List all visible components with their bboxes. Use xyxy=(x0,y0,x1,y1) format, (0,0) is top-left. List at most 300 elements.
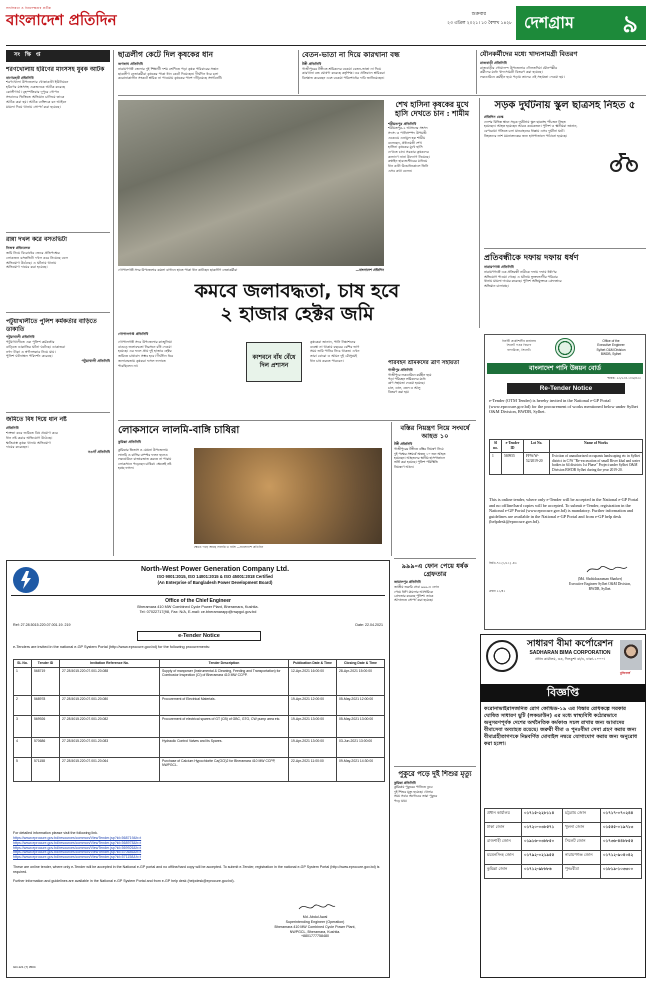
tender-link[interactable]: https://www.eprocure.gov.bd/resources/common/ViewTender.jsp?id=569926&h=t xyxy=(13,845,142,850)
zone-phone[interactable]: ০১৯১৬-০৩৮৮৫০ xyxy=(521,837,562,851)
table-cell: Hydraulic Control Valves and its Spares. xyxy=(160,737,289,757)
nwpgcl-iso: ISO 9001:2015, ISO 14001:2015 & ISO 45001:2018 Certified xyxy=(157,574,273,580)
bwdb-ref: স্মারক: ২৩/২৩৪-১৮৬/৪৩৩ xyxy=(607,376,641,380)
column-rule xyxy=(113,50,114,556)
brief-body xyxy=(6,335,110,364)
story-line: লোকসানে পড়েছেন চাষিরা। ক্ষেতেই নষ্ট xyxy=(118,461,172,466)
table-cell: 568719 xyxy=(32,667,60,695)
story-line: ভর্তি করা হয়েছে। পুলিশ পরিস্থিতি xyxy=(394,460,438,465)
column-rule xyxy=(298,50,299,94)
table-header: Tender ID xyxy=(32,660,60,668)
table-header-row xyxy=(490,440,643,453)
story-byline: কুমিল্লা প্রতিনিধি xyxy=(118,439,142,444)
zone-phone[interactable]: ০১৫৫৫-০১৯৭১৩ xyxy=(601,823,642,837)
table-cell: 03-Jun-2021 13:00:00 xyxy=(337,737,385,757)
story-line: বলেছেন, প্রধানমন্ত্রী শেখ xyxy=(388,140,422,145)
zone-name: ময়মনসিংহ জোন xyxy=(485,851,522,865)
column-rule xyxy=(476,50,477,94)
sbc-name-bn: সাধারণ বীমা কর্পোরেশন xyxy=(527,639,613,649)
story-byline: টঙ্গী প্রতিনিধি xyxy=(302,61,322,66)
story-line: ধান চাষ করতে পারবেন। xyxy=(310,358,344,363)
story-clash xyxy=(394,424,476,554)
story-line: নিয়ন্ত্রণে আনে। xyxy=(394,464,414,469)
tender-link[interactable]: https://www.eprocure.gov.bd/resources/common/ViewTender.jsp?id=568978&h=t xyxy=(13,840,142,845)
zone-phone[interactable]: ০১৭১৫-২২৮১১৪ xyxy=(521,809,562,823)
nwpgcl-signer-addr: NWPGCL, Bheramara, Kushtia. xyxy=(289,929,341,934)
story-line: সময় সবার অগোচরে তারা পুকুরে xyxy=(394,794,438,799)
signature xyxy=(297,901,337,913)
story-line: দেশের বিভিন্ন স্থানে সড়ক দুর্ঘটনায় স্কুল ছাত্রসহ পাঁচজন নিহত xyxy=(484,119,566,124)
zone-name: প্রধান কার্যালয় xyxy=(485,809,522,823)
zone-phone[interactable]: ০১৭১২-৯৮৮৮৬ xyxy=(521,865,562,879)
brief-line: শত্রুতা করে জমিতে বিষ প্রয়োগ করে xyxy=(6,430,58,435)
story-line: গাজীপুরে লকডাউনে কর্মহীন হয়ে xyxy=(388,372,432,377)
brief-line: প্রতিনিধি xyxy=(6,426,19,431)
story-999 xyxy=(394,562,476,762)
table-row xyxy=(485,823,642,837)
brief-byline: পটুয়াখালী প্রতিনিধি xyxy=(81,359,110,364)
story-accident xyxy=(484,100,646,245)
brief-line: অভিযোগ উঠেছে। এ ঘটনায় থানায় xyxy=(6,260,57,265)
table-cell: 27.28.5015.220.07.001.20.064 xyxy=(60,757,160,781)
brief-body xyxy=(6,76,110,110)
table-cell: 1 xyxy=(490,452,502,474)
story-byline: জামালপুর প্রতিনিধি xyxy=(394,580,421,585)
section-rule xyxy=(118,420,476,421)
story-byline: প্রতিদিন ডেস্ক xyxy=(484,115,504,119)
story-line: কুমিল্লার তিতাস ও মেঘনা উপজেলায় xyxy=(118,448,168,452)
table-header: Lot No. xyxy=(524,440,550,453)
nwpgcl-footer-1: These are online tender, where only e-Tender will be accepted in the National e-GP portal and no offline/hard copy will be accepted. To submit e-Tender, registration in the national e-GP System Portal (http://www.eprocure.gov.bd) is required. xyxy=(13,865,380,874)
story-byline: টঙ্গী প্রতিনিধি xyxy=(394,442,413,447)
story-line: দুই পক্ষের সংঘর্ষে অন্তত ১০ জন আহত xyxy=(394,451,446,456)
story-line: লকডাউনে বাজারজাত করতে না পারায় xyxy=(118,457,172,462)
table-cell: Supply of manpower (Instrumental & Cleaning, Feeding and Transportation) for Combustor Inspection (CI) of Bheramara 410 MW CCPP. xyxy=(160,667,289,695)
story-headline: ৯৯৯-এ ফোন পেয়ে ধর্ষক গ্রেফতার xyxy=(401,562,469,579)
story-line: আদালতে সোপর্দ করা হয়েছে। xyxy=(394,598,433,603)
bwdb-gd: জিডি-৭৩ (১/২১) -৪৩ xyxy=(489,561,517,565)
bwdb-intro: e-Tender (OTM Tender) is hereby invited in the National e-GP Portal (www.eprocure.gov.bd) for the procurement of works mentioned below under Sylhet O&M Division, BWDB, Sylhet. xyxy=(489,398,638,415)
sbc-contact-table xyxy=(484,808,642,879)
table-header: Sl no. xyxy=(490,440,502,453)
table-cell: 12-Apr-2021 16:00:00 xyxy=(289,667,337,695)
zone-phone[interactable]: ০১৭১২-৯০৪০৪২ xyxy=(601,851,642,865)
brief-line: জমি নিয়ে বিরোধের জেরে প্রতিপক্ষের xyxy=(6,250,60,255)
bwdb-code: গ্রন্থনা ২১/৪১ xyxy=(489,589,506,593)
table-cell: 05-May-2021 13:00:00 xyxy=(337,715,385,737)
brief-line: বাগেরহাট প্রতিনিধি xyxy=(6,75,34,80)
brief-line: পটুয়াখালী প্রতিনিধি xyxy=(6,335,35,339)
sbc-body: করোনাভাইরাসজনিত রোগ কোভিড-১৯ এর বিস্তার রোধকল্পে সরকার ঘোষিত সাধারণ ছুটি (লকডাউন) এর মধ্যে স্বাস্থ্যবিধি কঠোরভাবে অনুসরণপূর্বক দেশের অর্থনৈতিক কর্মকাণ্ড সচল রাখার জন্য আমাদের বীমাসেবা অব্যাহত রয়েছে। জরুরী বীমা ও পুনঃবীমা সেবা গ্রহণ করার জন্য বীমাগ্রহীতাগণকে নিম্নবর্ণিত মোবাইল নম্বরে যোগাযোগ করার জন্য অনুরোধ করা হলো। xyxy=(484,706,638,748)
bwdb-notice-title: Re-Tender Notice xyxy=(539,385,593,392)
story-line: বিতরণ করা হয়। xyxy=(388,390,410,395)
brief-item-3 xyxy=(6,318,110,404)
story-line: এসব কথা বলেন। xyxy=(388,168,413,173)
zone-name: কুমিল্লা জোন xyxy=(485,865,522,879)
table-cell: 19-Apr-2021 13:00:00 xyxy=(289,737,337,757)
zone-name: পুনঃবীমা xyxy=(562,865,600,879)
table-cell: 05-May-2021 12:00:00 xyxy=(337,695,385,715)
story-line: ব্যবস্থা না থাকায় বছরের বেশির ভাগ xyxy=(310,344,360,349)
sbc-address: প্রধান কার্যালয়, ৩৩, দিলকুশা বা/এ, ঢাকা-১০০০। xyxy=(535,656,605,661)
story-line: লকডাউনে কর্মহীন হয়ে পড়ায় তাদের এই সহায়তা দেওয়া হয়। xyxy=(480,75,565,80)
table-cell: 569955 xyxy=(502,452,524,474)
table-cell: 1 xyxy=(14,667,32,695)
brief-line: বাড়িতে ডাকাতির ঘটনা ঘটেছে। ডাকাতরা xyxy=(6,344,66,349)
story-line: কল্যাণে নানা উদ্যোগ নিয়েছে। xyxy=(388,154,430,159)
brief-line: কোস্টগার্ড। বৃহস্পতিবার দুপুরে গোপন xyxy=(6,90,59,95)
story-line: চাল, ডাল, তেল ও আলু xyxy=(388,385,421,390)
brief-item-2 xyxy=(6,236,110,286)
story-line: বিক্ষোভ করেছেন এবং বকেয়া পরিশোধের দাবি জানিয়েছেন। xyxy=(302,76,385,80)
nwpgcl-signer-title: Superintending Engineer (Operation) xyxy=(285,919,345,924)
table-cell: 27.28.5015.220.07.001.20.083 xyxy=(60,737,160,757)
bwdb-notice xyxy=(484,334,646,630)
zone-name: চট্টগ্রাম জোন xyxy=(562,809,600,823)
table-cell: 27.28.5015.220.07.001.20.088 xyxy=(60,667,160,695)
newspaper-logo xyxy=(6,6,156,40)
story-byline: শরীয়তপুর প্রতিনিধি xyxy=(388,121,417,126)
nwpgcl-gd: GD-121 (7) 3504 xyxy=(13,965,36,969)
bwdb-signer-org: BWDB, Sylhet. xyxy=(588,586,612,591)
section-title: দেশগ্রাম xyxy=(524,13,574,32)
story-headline: বেতন-ভাতা না দিয়ে কারখানা বন্ধ xyxy=(302,50,400,59)
table-header-row xyxy=(14,660,385,668)
bwdb-office-bn: সিলেট পওর বিভাগ xyxy=(506,343,532,348)
story-line: গ্রেফতার করেছে পুলিশ। তাকে xyxy=(394,593,434,598)
story-line: গোপালগঞ্জ সদর উপজেলার কাজুলিয়া xyxy=(118,340,172,344)
table-cell: Procurement of electrical spares of GT (CB) of GBC, GTG, CW pump area etc. xyxy=(160,715,289,737)
main-story-headline xyxy=(118,280,476,328)
sbc-notice-title: বিজ্ঞপ্তি xyxy=(547,686,579,699)
photo-caption xyxy=(118,268,384,275)
zone-name: ঢাকা জোন xyxy=(485,823,522,837)
story-protest xyxy=(484,252,646,332)
table-cell: 2 xyxy=(14,695,32,715)
story-headline: শেখ হাসিনা কৃষকের মুখে হাসি দেখতে চান : শামীম xyxy=(395,100,469,119)
story-line: দুই শিশুর মৃত্যু হয়েছে। খেলার xyxy=(394,789,433,794)
bwdb-office-en: Sylhet O&M Division xyxy=(596,347,626,352)
caption-credit: —বাংলাদেশ প্রতিদিন xyxy=(355,268,384,272)
caption-text: গোপালগঞ্জ সদর উপজেলার কমলা বাগানে হাতে পাকা ধান কাটছেন ছাত্রলীগ নেতাকর্মীরা xyxy=(118,268,238,272)
tender-link[interactable]: https://www.eprocure.gov.bd/resources/common/ViewTender.jsp?id=571158&h=t xyxy=(13,855,141,860)
story-byline: গোপালগঞ্জ প্রতিনিধি xyxy=(118,332,149,336)
table-cell: 19-Apr-2021 13:00:00 xyxy=(289,715,337,737)
story-line: গাজীপুরের টঙ্গীতে বস্তির নিয়ন্ত্রণ নিয়ে xyxy=(394,447,444,452)
story-headline: পরিবহন শ্রমিকদের ত্রাণ সহায়তা xyxy=(388,360,460,366)
brief-line: ধান নষ্ট করার অভিযোগ উঠেছে। xyxy=(6,435,53,440)
brief-line: দায়ের করেছেন। xyxy=(6,445,29,450)
issue-date: ২৩ এপ্রিল ২০২১। ১০ বৈশাখ ১৪২৮ xyxy=(447,21,512,26)
story-karim xyxy=(388,100,476,276)
story-line: অভিযান চালাচ্ছে। xyxy=(484,283,509,288)
table-row xyxy=(14,715,385,737)
table-cell: 569926 xyxy=(32,715,60,737)
story-food xyxy=(480,50,646,92)
story-line: পড়া পরিবহন শ্রমিকদের মধ্যে xyxy=(388,377,426,382)
brief-line: সংবাদের ভিত্তিতে অভিযান চালিয়ে তাকে xyxy=(6,94,65,99)
table-row xyxy=(14,667,385,695)
brief-headline: জমিতে বিষ দিয়ে ধান নষ্ট xyxy=(6,416,67,423)
story-paddy xyxy=(118,50,296,92)
melon-caption: ক্ষেতে পড়ে আছে লালমি ও বাঙ্গি —বাংলাদেশ প্রতিদিন xyxy=(194,545,264,549)
nwpgcl-footer-2: Further information and guidelines are available in the National e-GP System Portal and from e-GP help desk (helpdesk@eprocure.gov.bd). xyxy=(13,879,235,883)
story-headline: বস্তির নিয়ন্ত্রণ নিয়ে সংঘর্ষে আহত ১০ xyxy=(400,424,470,441)
nwpgcl-intro: e-Tenders are invited in the national e-GP System Portal (http://www.eprocure.gov.bd) for the following procurements: xyxy=(13,645,210,649)
table-cell: Procurement of Electrical Materials. xyxy=(160,695,289,715)
table-cell: 3 xyxy=(14,715,32,737)
brief-line: মামলা দিয়ে থানায় সোপর্দ করা হয়েছে। xyxy=(6,104,61,109)
brief-header xyxy=(6,50,110,62)
motorbike-icon xyxy=(610,150,638,172)
masthead xyxy=(6,6,646,44)
sbc-mujib-badge: মুজিববর্ষ xyxy=(620,671,631,675)
story-line: জমিতে চাষাবাদ সম্ভব হবে। দীর্ঘদিন ধরে xyxy=(118,354,174,359)
story-headline: পুকুরে পড়ে দুই শিশুর মৃত্যু xyxy=(398,770,472,778)
bwdb-signer-title: Executive Engineer Sylhet O&M Division, xyxy=(569,581,631,586)
story-line: পেয়ে ধর্ষণ মামলার আসামিকে xyxy=(394,589,433,594)
table-header: Tender Description xyxy=(160,660,289,668)
brief-byline: নওগাঁ প্রতিনিধি xyxy=(87,450,110,455)
portrait-photo xyxy=(620,640,642,670)
bwdb-office-en: Executive Engineer xyxy=(597,343,625,348)
story-line: গাজীপুরের টঙ্গীতে শ্রমিকদের বকেয়া বেতন-ভাতা না দিয়ে xyxy=(302,66,382,71)
story-line: লালমি ও বাঙ্গির বাম্পার ফলন হলেও xyxy=(118,452,168,457)
main-headline-line-1: কমবে জলাবদ্ধতা, চাষ হবে xyxy=(194,280,400,302)
nwpgcl-enterprise: (An Enterprise of Bangladesh Power Development Board) xyxy=(157,580,273,586)
table-row xyxy=(14,757,385,781)
brief-line: পটুয়াখালীতে এক পুলিশ কর্মকর্তার xyxy=(6,339,55,344)
zone-phone[interactable]: ০১৭১৭-০৭০২৪৪ xyxy=(601,809,642,823)
bwdb-office-bn: বাপাউবো, সিলেট। xyxy=(507,347,531,352)
table-row xyxy=(490,452,643,474)
story-worker xyxy=(388,360,476,418)
brief-headline: পটুয়াখালীতে পুলিশ কর্মকর্তার বাড়িতে ডাকাতি xyxy=(6,318,97,333)
logo-tagline: সাহসিকতা ও নিরপেক্ষতার প্রতীক xyxy=(6,6,52,10)
masthead-rule xyxy=(6,45,646,46)
story-headline: লোকসানে লালমি-বাঙ্গি চাষিরা xyxy=(118,425,240,436)
table-header: Invitation Reference No. xyxy=(60,660,160,668)
brief-header-label: সং ক্ষি প্ত xyxy=(14,52,42,58)
table-cell: 19-Apr-2021 12:00:00 xyxy=(289,695,337,715)
table-cell: 4 xyxy=(14,737,32,757)
page-number: ৯ xyxy=(622,10,638,38)
story-line: অভিযোগ পাওয়া গেছে। এ ঘটনায় ভুক্তভোগীর পরিবার xyxy=(484,274,558,279)
table-header: Publication Date & Time xyxy=(289,660,337,668)
story-headline: প্রতিবন্ধীকে দফায় দফায় ধর্ষণ xyxy=(484,252,579,262)
story-line: নিহতদের লাশ ময়নাতদন্তের জন্য হাসপাতালে পাঠানো হয়েছে। xyxy=(484,133,568,138)
melon-photo xyxy=(194,448,382,544)
main-story-col-left xyxy=(118,340,238,368)
brief-body xyxy=(6,246,110,270)
table-row xyxy=(485,837,642,851)
brief-body xyxy=(6,426,110,455)
bwdb-logo xyxy=(555,338,575,358)
nwpgcl-notice-title: e-Tender Notice xyxy=(178,633,220,639)
nwpgcl-signer: Md. Abdul Awal xyxy=(302,915,328,919)
story-headline: যৌনকর্মীদের মধ্যে খাদ্যসামগ্রী বিতরণ xyxy=(480,50,578,58)
story-line: রাজবাড়ীর গোয়ালন্দ উপজেলার দৌলতদিয়া যৌনপল্লীর xyxy=(480,65,558,70)
nwpgcl-tender-ad xyxy=(6,560,390,978)
story-line: একেএম এনামুল হক শামীম xyxy=(388,135,426,140)
story-line: কর্মীদের মধ্যে খাদ্যসামগ্রী বিতরণ করা হয়েছে। xyxy=(480,70,543,75)
main-story-subhead: কাশবনে বাঁধ বেঁধে দিল প্রশাসন xyxy=(252,354,296,369)
story-line: ধান কাটা উদ্বোধনকালে তিনি xyxy=(388,164,429,169)
story-line: জাতীয় জরুরি সেবা ৯৯৯-এ ফোন xyxy=(394,585,439,590)
story-line: পড়ে যায়। xyxy=(394,798,407,803)
zone-name: নারায়ণগঞ্জ জোন xyxy=(562,851,600,865)
brief-line: লোকজন বসতভিটা দখল করে নিয়েছে বলে xyxy=(6,255,68,260)
table-row xyxy=(485,865,642,879)
section-banner xyxy=(516,6,646,40)
zone-phone[interactable]: ০১৭৯২-০২১৯৫৫ xyxy=(521,851,562,865)
nwpgcl-logo xyxy=(13,567,39,593)
zone-name: রাজশাহী জোন xyxy=(485,837,522,851)
table-header: Closing Date & Time xyxy=(337,660,385,668)
sbc-name-en: SADHARAN BIMA CORPORATION xyxy=(529,650,611,657)
table-cell: FFW/W-52/2019-20 xyxy=(524,452,550,474)
column-rule xyxy=(479,98,480,328)
story-headline: সড়ক দুর্ঘটনায় স্কুল ছাত্রসহ নিহত ৫ xyxy=(494,100,636,111)
story-line: নারায়ণগঞ্জে এক প্রতিবন্ধী নারীকে দফায় দফায় ধর্ষণের xyxy=(484,269,557,274)
table-header: SL No. xyxy=(14,660,32,668)
bwdb-office-en: Office of the xyxy=(602,339,620,343)
table-cell: 28-Apr-2021 15:00:00 xyxy=(337,667,385,695)
table-cell: 568978 xyxy=(32,695,60,715)
story-line: হয়েছে। এর ফলে প্রায় দুই হাজার হেক্টর xyxy=(118,349,172,354)
brief-headline: শরণখোলায় হরিণের মাংসসহ যুবক আটক xyxy=(6,66,105,73)
bwdb-office-en: BWDB, Sylhet xyxy=(600,351,622,356)
table-cell: 570686 xyxy=(32,737,60,757)
table-row xyxy=(14,695,385,715)
tender-link[interactable]: https://www.eprocure.gov.bd/resources/common/ViewTender.jsp?id=568719&h=t xyxy=(13,835,142,840)
table-cell: 5 xyxy=(14,757,32,781)
story-line: থানায় মামলা দায়ের করেছে। পুলিশ অভিযুক্তকে গ্রেফতারে xyxy=(484,279,562,284)
nwpgcl-company: North-West Power Generation Company Ltd. xyxy=(140,566,290,573)
brief-item-4 xyxy=(6,416,110,556)
story-drown xyxy=(394,770,476,970)
story-salary xyxy=(302,50,474,92)
story-line: তারা বোরো ও আমন দুই মৌসুমেই xyxy=(310,354,358,359)
story-line: পারছিলেন না। xyxy=(118,363,139,368)
table-cell: 22-Apr-2021 11:00:00 xyxy=(289,757,337,781)
story-line: হয়েছেন। আহতদের স্থানীয় হাসপাতালে xyxy=(394,455,445,460)
zone-phone[interactable]: ০১৮১৯-১০৩৩০০ xyxy=(601,865,642,879)
story-headline: ছাত্রলীগ কেটে দিল কৃষকের ধান xyxy=(118,50,214,59)
story-line: হচ্ছে ফসল। xyxy=(118,466,134,471)
brief-line: হরিণের মাংসসহ একজনকে আটক করেছে xyxy=(6,85,66,90)
brief-headline: রান্না দখল করে বসতভিটা xyxy=(6,236,67,243)
story-litchi xyxy=(118,424,388,554)
nwpgcl-ref: Ref: 27.28.5015.220.07.001.19. 219 xyxy=(13,623,71,627)
main-headline-line-2: ২ হাজার হেক্টর জমি xyxy=(220,303,374,325)
bwdb-tender-table xyxy=(489,439,643,475)
brief-divider xyxy=(6,412,110,413)
table-cell: 27.28.5015.220.07.001.20.080 xyxy=(60,695,160,715)
story-line: হয়েছেন। আহত হয়েছেন আরও কয়েকজন। পুলিশ ও স্থানীয়রা জানান, xyxy=(484,124,578,129)
section-rule xyxy=(394,558,476,559)
story-line: বেপরোয়া গতিতে চলা যানবাহনের ধাক্কায় এসব দুর্ঘটনা ঘটে। xyxy=(484,129,565,134)
brief-divider xyxy=(6,312,110,313)
story-line: বাওড়ে জলাবদ্ধতা নিরসনে বাঁধ দেওয়া xyxy=(118,344,172,349)
story-byline: নারায়ণগঞ্জ প্রতিনিধি xyxy=(484,265,514,270)
table-cell: 09-May-2021 14:30:00 xyxy=(337,757,385,781)
table-cell: Eviction of unauthorized occupants landscaping etc in Sylhet district in C/W "Re-excavation of small River khal and water bodies in 64 districts 1st Phase" Project under Sylhet O&M Division BWDB Sylhet during the year 2019-20. xyxy=(550,452,643,474)
brief-line: নিজস্ব প্রতিবেদক xyxy=(6,246,31,251)
story-line: জলাবদ্ধতায় কৃষকরা ফসল ফলাতে xyxy=(118,358,166,363)
story-line: করোনাকালীন সংকটে শ্রমিক না পাওয়ায় কৃষকের পাশে দাঁড়িয়েছে সংগঠনটি। xyxy=(118,76,223,81)
story-line: নারায়ণগঞ্জ জেলার দুই শিক্ষার্থী দশম শ্রেণিতে পড়া কৃষক পরিবারের সন্তান xyxy=(118,66,219,71)
table-row xyxy=(14,737,385,757)
bwdb-office-bn: নির্বাহী প্রকৌশলীর কার্যালয় xyxy=(501,339,537,343)
story-line: কম্বাইন হারভেস্টারের মাধ্যমে xyxy=(388,159,428,164)
story-line: সদস্য ও পানিসম্পদ উপমন্ত্রী xyxy=(388,131,427,136)
brief-item-1 xyxy=(6,66,110,146)
story-byline: জগন্নাথ প্রতিনিধি xyxy=(118,62,143,67)
section-rule xyxy=(484,248,646,249)
harvest-photo xyxy=(118,100,384,266)
column-rule xyxy=(391,422,392,556)
bwdb-board-name: বাংলাদেশ পানি উন্নয়ন বোর্ড xyxy=(529,364,601,372)
story-line: ছাত্রলীগ নেতাকর্মীরা কৃষকের পাকা ধান কেটে দিয়েছেন। দীর্ঘদিন ধরে চলা xyxy=(118,71,219,76)
brief-line: অভিযোগ দায়ের করা হয়েছে। xyxy=(6,265,48,270)
story-line: হাসিনা কৃষকের মুখে হাসি xyxy=(388,145,423,150)
table-cell: 571158 xyxy=(32,757,60,781)
brief-line: শরণখোলা উপজেলার খোন্তাকাটা ইউনিয়নে xyxy=(6,80,69,85)
nwpgcl-date: Date: 22.04.2021 xyxy=(355,623,383,627)
bwdb-signer: (Md. Shohiduzzaman Sharker) xyxy=(577,577,623,581)
signature xyxy=(585,563,629,575)
table-row xyxy=(485,809,642,823)
zone-phone[interactable]: ০১৭৩৬-৪৪৮৮৫৫ xyxy=(601,837,642,851)
main-story-subhead-box xyxy=(246,342,302,382)
story-line: কারখানা বন্ধ ঘোষণা করেছে কর্তৃপক্ষ। এর প্রতিবাদে শ্রমিকরা xyxy=(302,71,385,76)
story-byline: রাজবাড়ী প্রতিনিধি xyxy=(480,60,507,65)
issue-day: শুক্রবার xyxy=(471,12,486,17)
nwpgcl-signer-org: Bheramara 410 MW Combined Cycle Power Plant, xyxy=(274,924,356,929)
brief-line: নগদ টাকা ও স্বর্ণালংকার নিয়ে যায়। xyxy=(6,349,56,354)
story-line: ত্রাণ সহায়তা দেওয়া হয়েছে। xyxy=(388,381,425,386)
zone-name: খুলনা জোন xyxy=(562,823,600,837)
table-cell: 27.28.5015.220.07.001.20.082 xyxy=(60,715,160,737)
story-line: সময় জমি পানির নিচে থাকত। এখন xyxy=(310,349,360,354)
nwpgcl-office: Office of the Chief Engineer xyxy=(165,598,231,604)
nwpgcl-contact: Tel: 07022717(98, Fax: N/A, E-mail: ce.bheramarapp@nwpgcl.gov.bd xyxy=(139,609,257,614)
strip-rule xyxy=(118,95,646,96)
logo-text: বাংলাদেশ প্রতিদিন xyxy=(6,11,117,30)
tender-link[interactable]: https://www.eprocure.gov.bd/resources/common/ViewTender.jsp?id=570686&h=t xyxy=(13,850,142,855)
nwpgcl-address: Bheramara 410 MW Combined Cycle Power Plant, Bheramara, Kushtia. xyxy=(137,604,259,609)
table-row xyxy=(485,851,642,865)
brief-line: আটক করা হয়। আটক ব্যক্তিকে বন আইনে xyxy=(6,99,67,104)
table-header: Name of Works xyxy=(550,440,643,453)
table-header: e-Tender ID xyxy=(502,440,524,453)
story-line: কৃষকেরা জানান, পানি নিষ্কাশনের xyxy=(310,340,356,344)
sbc-header xyxy=(480,634,646,682)
story-line: কুমিল্লায় পুকুরের পানিতে ডুবে xyxy=(394,785,433,790)
story-byline: কুমিল্লা প্রতিনিধি xyxy=(394,780,416,785)
bwdb-body: This is online tender, where only e-Tender will be accepted in the National e-GP Portal and no offline/hard copies will be accepted. To submit e-Tender, registration in the National e-GP Portal (www.eprocure.gov.bd) is mandatory. Further information and guidelines are available in the National e-GP Portal and from e-GP help desk (helpdesk@eprocure.gov.bd). xyxy=(489,497,639,525)
story-byline: গাজীপুর প্রতিনিধি xyxy=(388,367,413,372)
section-rule xyxy=(394,766,476,767)
nwpgcl-signer-phone: +8801777758480 xyxy=(300,934,330,939)
sbc-logo xyxy=(486,640,518,672)
zone-phone[interactable]: ০১৭২০-০৩৮৫৭১ xyxy=(521,823,562,837)
brief-divider xyxy=(6,232,110,233)
nwpgcl-tender-table xyxy=(13,659,385,782)
brief-line: ক্ষতিগ্রস্ত কৃষক থানায় অভিযোগ xyxy=(6,440,51,445)
story-line: দেখতে চান। সরকার কৃষকদের xyxy=(388,149,429,154)
